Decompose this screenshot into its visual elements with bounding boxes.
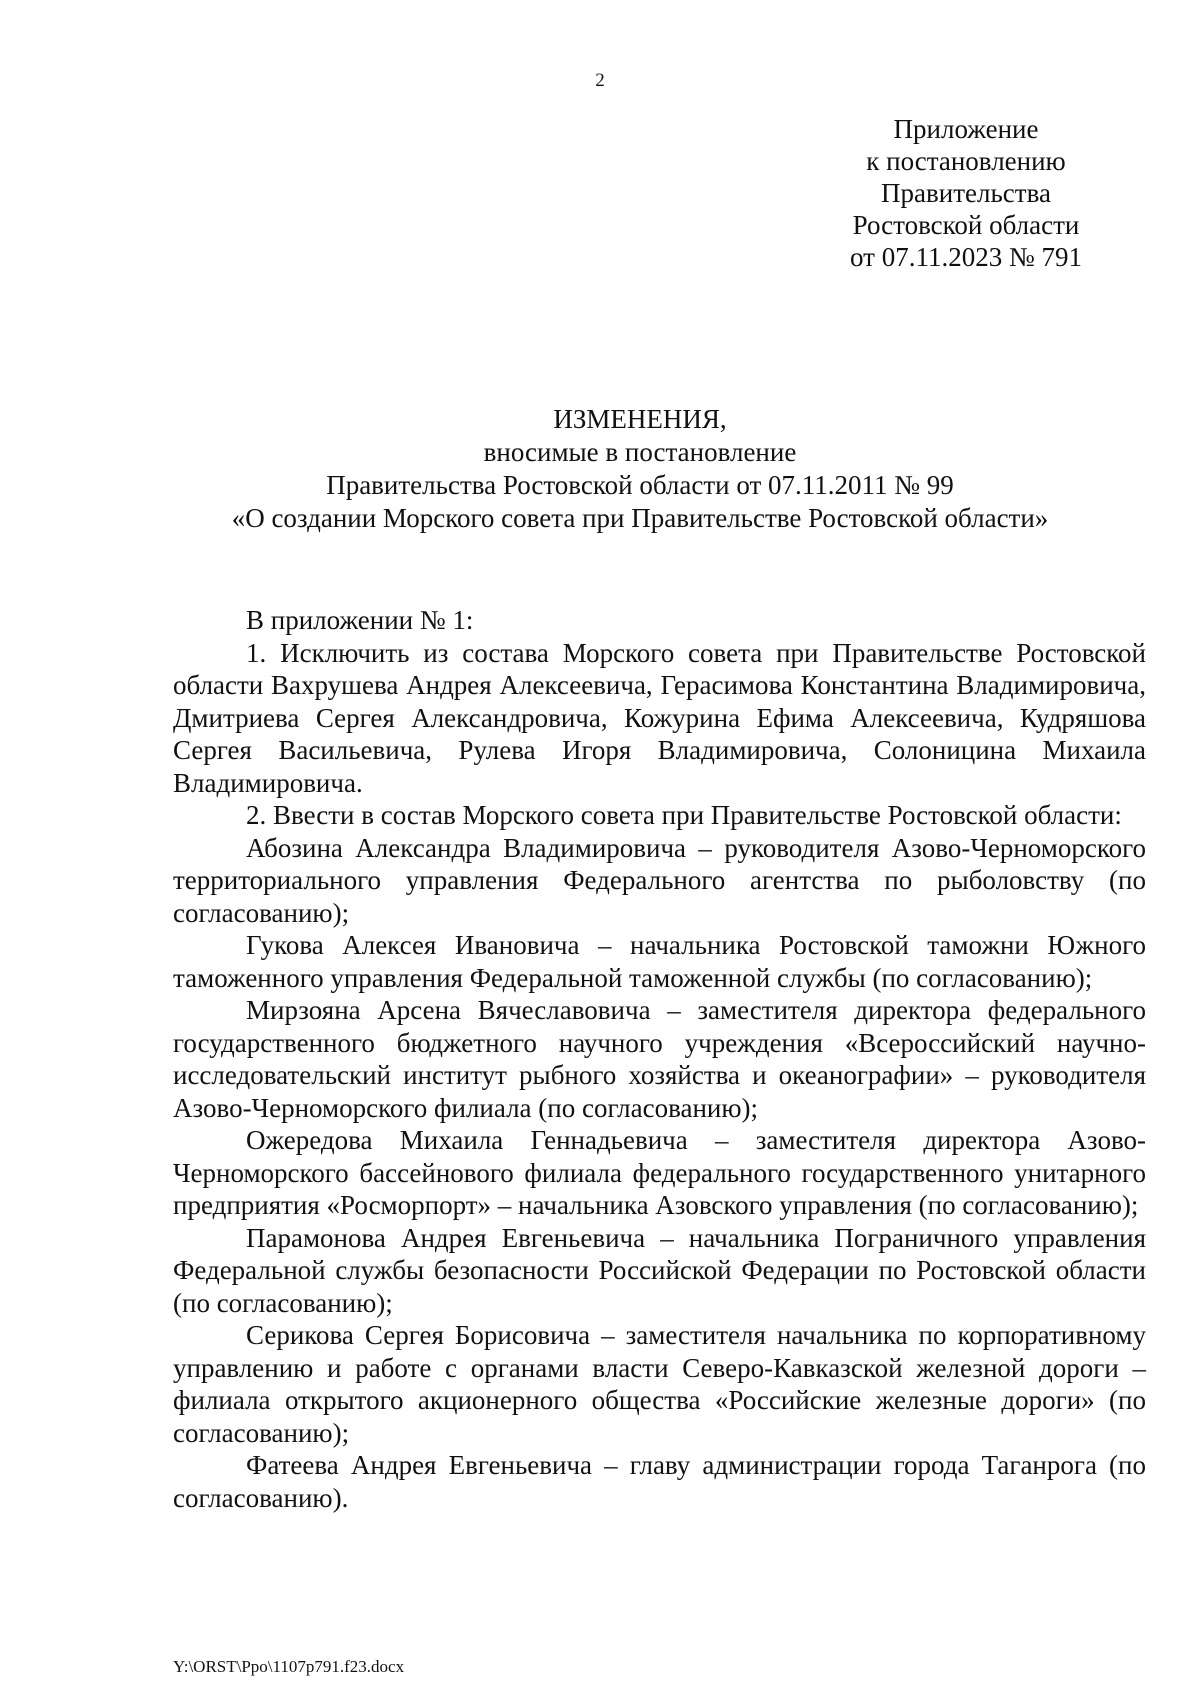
appendix-header: [816, 113, 1116, 273]
body-paragraph: Мирзояна Арсена Вячеславовича – заместителя директора федерального государственного бюджетного научного учреждения «Всероссийский научно-исследовательский институт рыбного хозяйства и океанографии» – руководителя Азово-Черноморского филиала (по согласованию);: [173, 995, 1146, 1123]
appendix-line: Ростовской области: [852, 210, 1080, 240]
footer-file-path: Y:\ORST\Ppo\1107p791.f23.docx: [173, 1657, 405, 1676]
body-paragraph: Абозина Александра Владимировича – руководителя Азово-Черноморского территориального управления Федерального агентства по рыболовству (по согласованию);: [173, 832, 1146, 928]
title-subheading: вносимые в постановление: [483, 437, 797, 467]
body-paragraph: 2. Ввести в состав Морского совета при Правительстве Ростовской области:: [246, 800, 1122, 830]
page-number: 2: [595, 70, 605, 91]
title-subheading: «О создании Морского совета при Правительстве Ростовской области»: [231, 503, 1049, 533]
body-paragraph: Серикова Сергея Борисовича – заместителя начальника по корпоративному управлению и работе с органами власти Северо-Кавказской железной дороги – филиала открытого акционерного общества «Российские железные дороги» (по согласованию);: [173, 1320, 1146, 1448]
body-paragraph: Фатеева Андрея Евгеньевича – главу администрации города Таганрога (по согласованию).: [173, 1450, 1146, 1513]
document-title: [160, 403, 1120, 535]
appendix-line: к постановлению: [866, 146, 1066, 176]
document-body: [173, 604, 1146, 1514]
appendix-line: Приложение: [893, 114, 1039, 144]
body-paragraph: В приложении № 1:: [246, 605, 474, 635]
body-paragraph: Парамонова Андрея Евгеньевича – начальника Пограничного управления Федеральной службы безопасности Российской Федерации по Ростовской области (по согласованию);: [173, 1222, 1146, 1318]
body-paragraph: 1. Исключить из состава Морского совета при Правительстве Ростовской области Вахрушева Андрея Алексеевича, Герасимова Константина Владимировича, Дмитриева Сергея Александровича, Кожурина Ефима Алексеевича, Кудряшова Сергея Васильевича, Рулева Игоря Владимировича, Солоницина Михаила Владимировича.: [173, 637, 1146, 798]
appendix-date-number: от 07.11.2023 № 791: [850, 242, 1082, 272]
title-subheading: Правительства Ростовской области от 07.11.2011 № 99: [326, 470, 954, 500]
body-paragraph: Ожередова Михаила Геннадьевича – заместителя директора Азово-Черноморского бассейнового филиала федерального государственного унитарного предприятия «Росморпорт» – начальника Азовского управления (по согласованию);: [173, 1125, 1146, 1220]
title-heading: ИЗМЕНЕНИЯ,: [553, 404, 727, 434]
body-paragraph: Гукова Алексея Ивановича – начальника Ростовской таможни Южного таможенного управления Федеральной таможенной службы (по согласованию);: [173, 930, 1146, 993]
appendix-line: Правительства: [881, 178, 1051, 208]
